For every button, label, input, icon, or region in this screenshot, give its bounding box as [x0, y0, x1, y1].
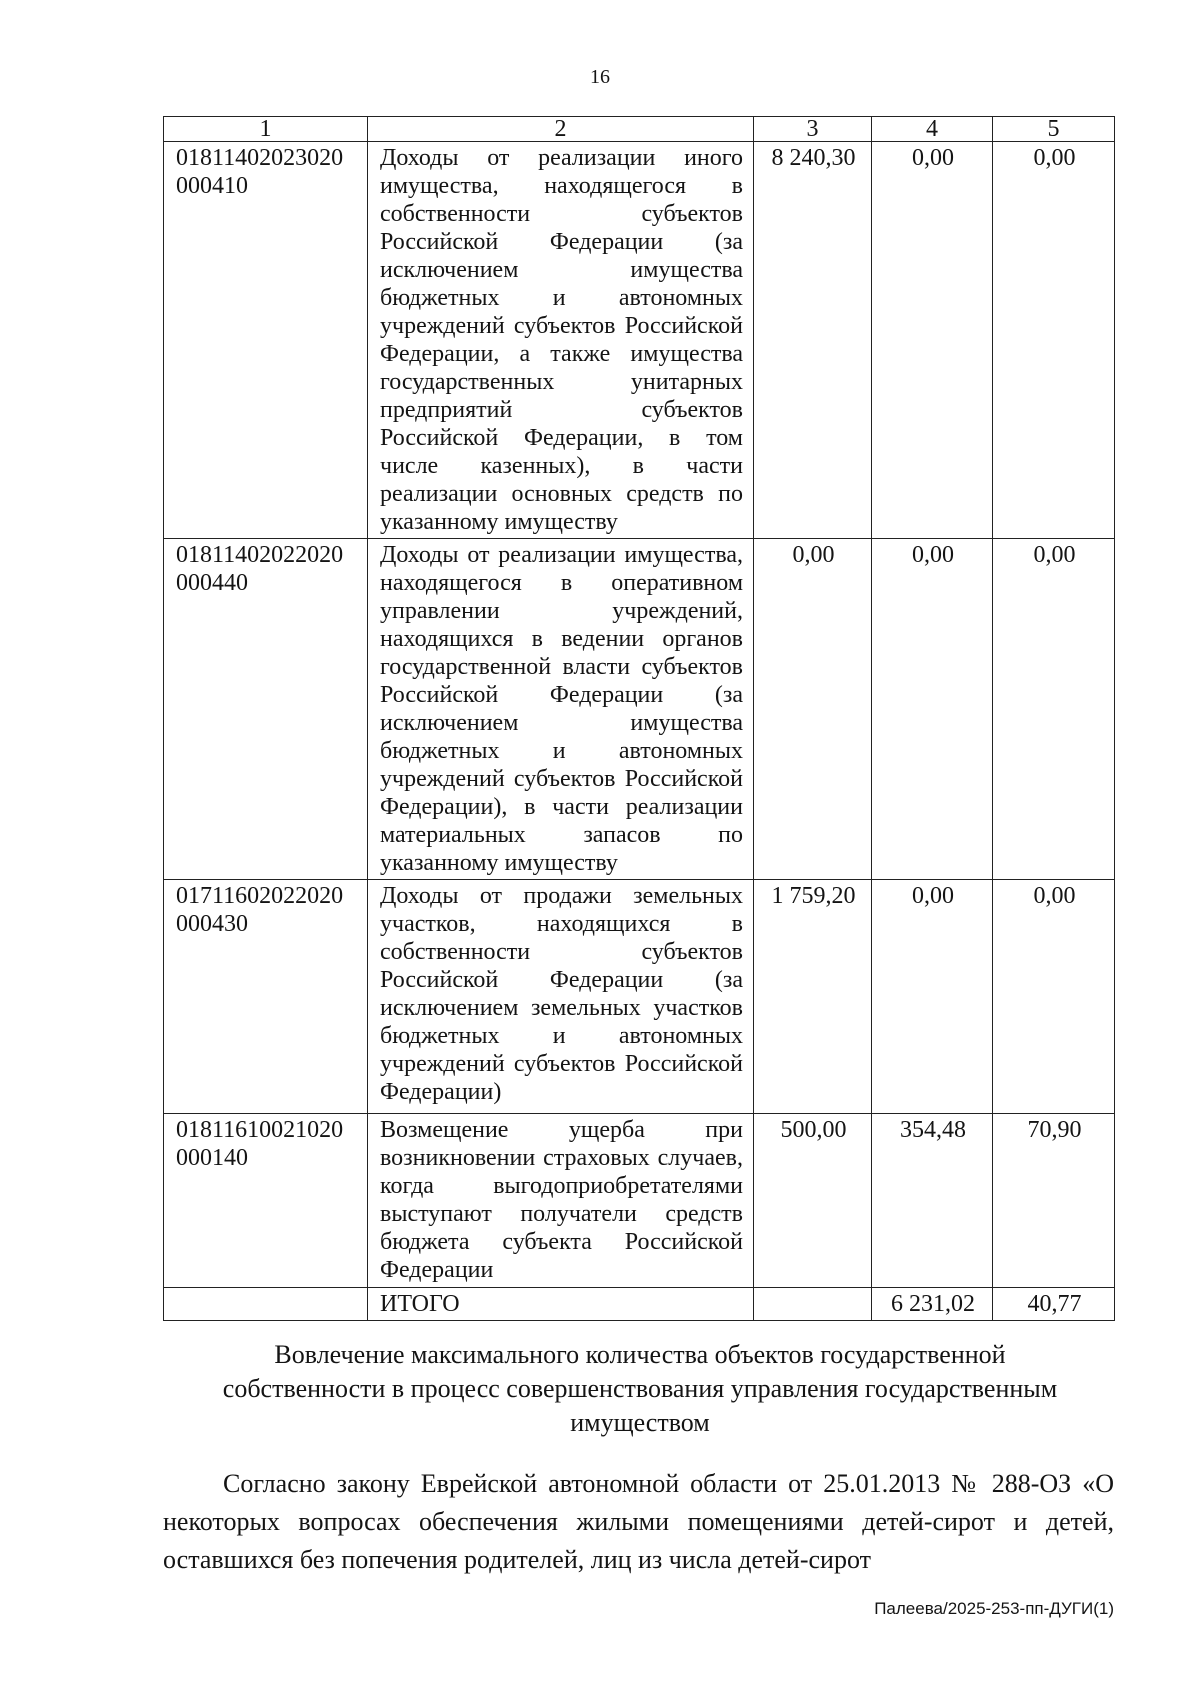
paragraph-text: Согласно закону Еврейской автономной области от 25.01.2013 № 288-ОЗ «О некоторых вопросах обеспечения жилыми помещениями детей-сирот и детей, оставшихся без попечения родителей, лиц из числа детей-сирот [163, 1469, 1114, 1574]
column-header: 3 [754, 117, 872, 142]
total-col4: 6 231,02 [872, 1288, 993, 1321]
table-row [164, 539, 1115, 880]
revenue-description: Доходы от продажи земельных участков, находящихся в собственности субъектов Российской Федерации (за исключением земельных участков бюджетных и автономных учреждений субъектов Российской Федерации) [368, 880, 754, 1114]
value-col4: 354,48 [872, 1114, 993, 1288]
value-col3: 8 240,30 [754, 142, 872, 539]
table-row [164, 880, 1115, 1114]
value-col5: 0,00 [993, 142, 1115, 539]
section-heading: Вовлечение максимального количества объектов государственной собственности в процесс совершенствования управления государственным имуществом [222, 1340, 1058, 1437]
value-col4: 0,00 [872, 142, 993, 539]
column-header: 5 [993, 117, 1115, 142]
revenue-description: Возмещение ущерба при возникновении страховых случаев, когда выгодоприобретателями выступают получатели средств бюджета субъекта Российской Федерации [368, 1114, 754, 1288]
value-col3: 500,00 [754, 1114, 872, 1288]
value-col3: 0,00 [754, 539, 872, 880]
total-row [164, 1288, 1115, 1321]
revenue-table [163, 116, 1115, 1321]
budget-code: 01811610021020 000140 [164, 1114, 368, 1288]
value-col5: 0,00 [993, 880, 1115, 1114]
table-row [164, 1114, 1115, 1288]
budget-code: 01711602022020 000430 [164, 880, 368, 1114]
body-paragraph [163, 1465, 1114, 1579]
page-number: 16 [590, 66, 610, 88]
budget-code: 01811402022020 000440 [164, 539, 368, 880]
value-col5: 0,00 [993, 539, 1115, 880]
column-header: 1 [164, 117, 368, 142]
value-col4: 0,00 [872, 539, 993, 880]
table-row [164, 142, 1115, 539]
total-col5: 40,77 [993, 1288, 1115, 1321]
table-header-row [164, 117, 1115, 142]
budget-code: 01811402023020 000410 [164, 142, 368, 539]
value-col4: 0,00 [872, 880, 993, 1114]
empty-cell [164, 1288, 368, 1321]
value-col5: 70,90 [993, 1114, 1115, 1288]
column-header: 2 [368, 117, 754, 142]
total-label: ИТОГО [368, 1288, 754, 1321]
footer-document-code: Палеева/2025-253-пп-ДУГИ(1) [874, 1599, 1114, 1618]
value-col3: 1 759,20 [754, 880, 872, 1114]
revenue-description: Доходы от реализации иного имущества, находящегося в собственности субъектов Российской Федерации (за исключением имущества бюджетных и автономных учреждений субъектов Российской Федерации, а также имущества государственных унитарных предприятий субъектов Российской Федерации, в том числе казенных), в части реализации основных средств по указанному имуществу [368, 142, 754, 539]
column-header: 4 [872, 117, 993, 142]
revenue-description: Доходы от реализации имущества, находящегося в оперативном управлении учреждений, находящихся в ведении органов государственной власти субъектов Российской Федерации (за исключением имущества бюджетных и автономных учреждений субъектов Российской Федерации), в части реализации материальных запасов по указанному имуществу [368, 539, 754, 880]
total-col3 [754, 1288, 872, 1321]
